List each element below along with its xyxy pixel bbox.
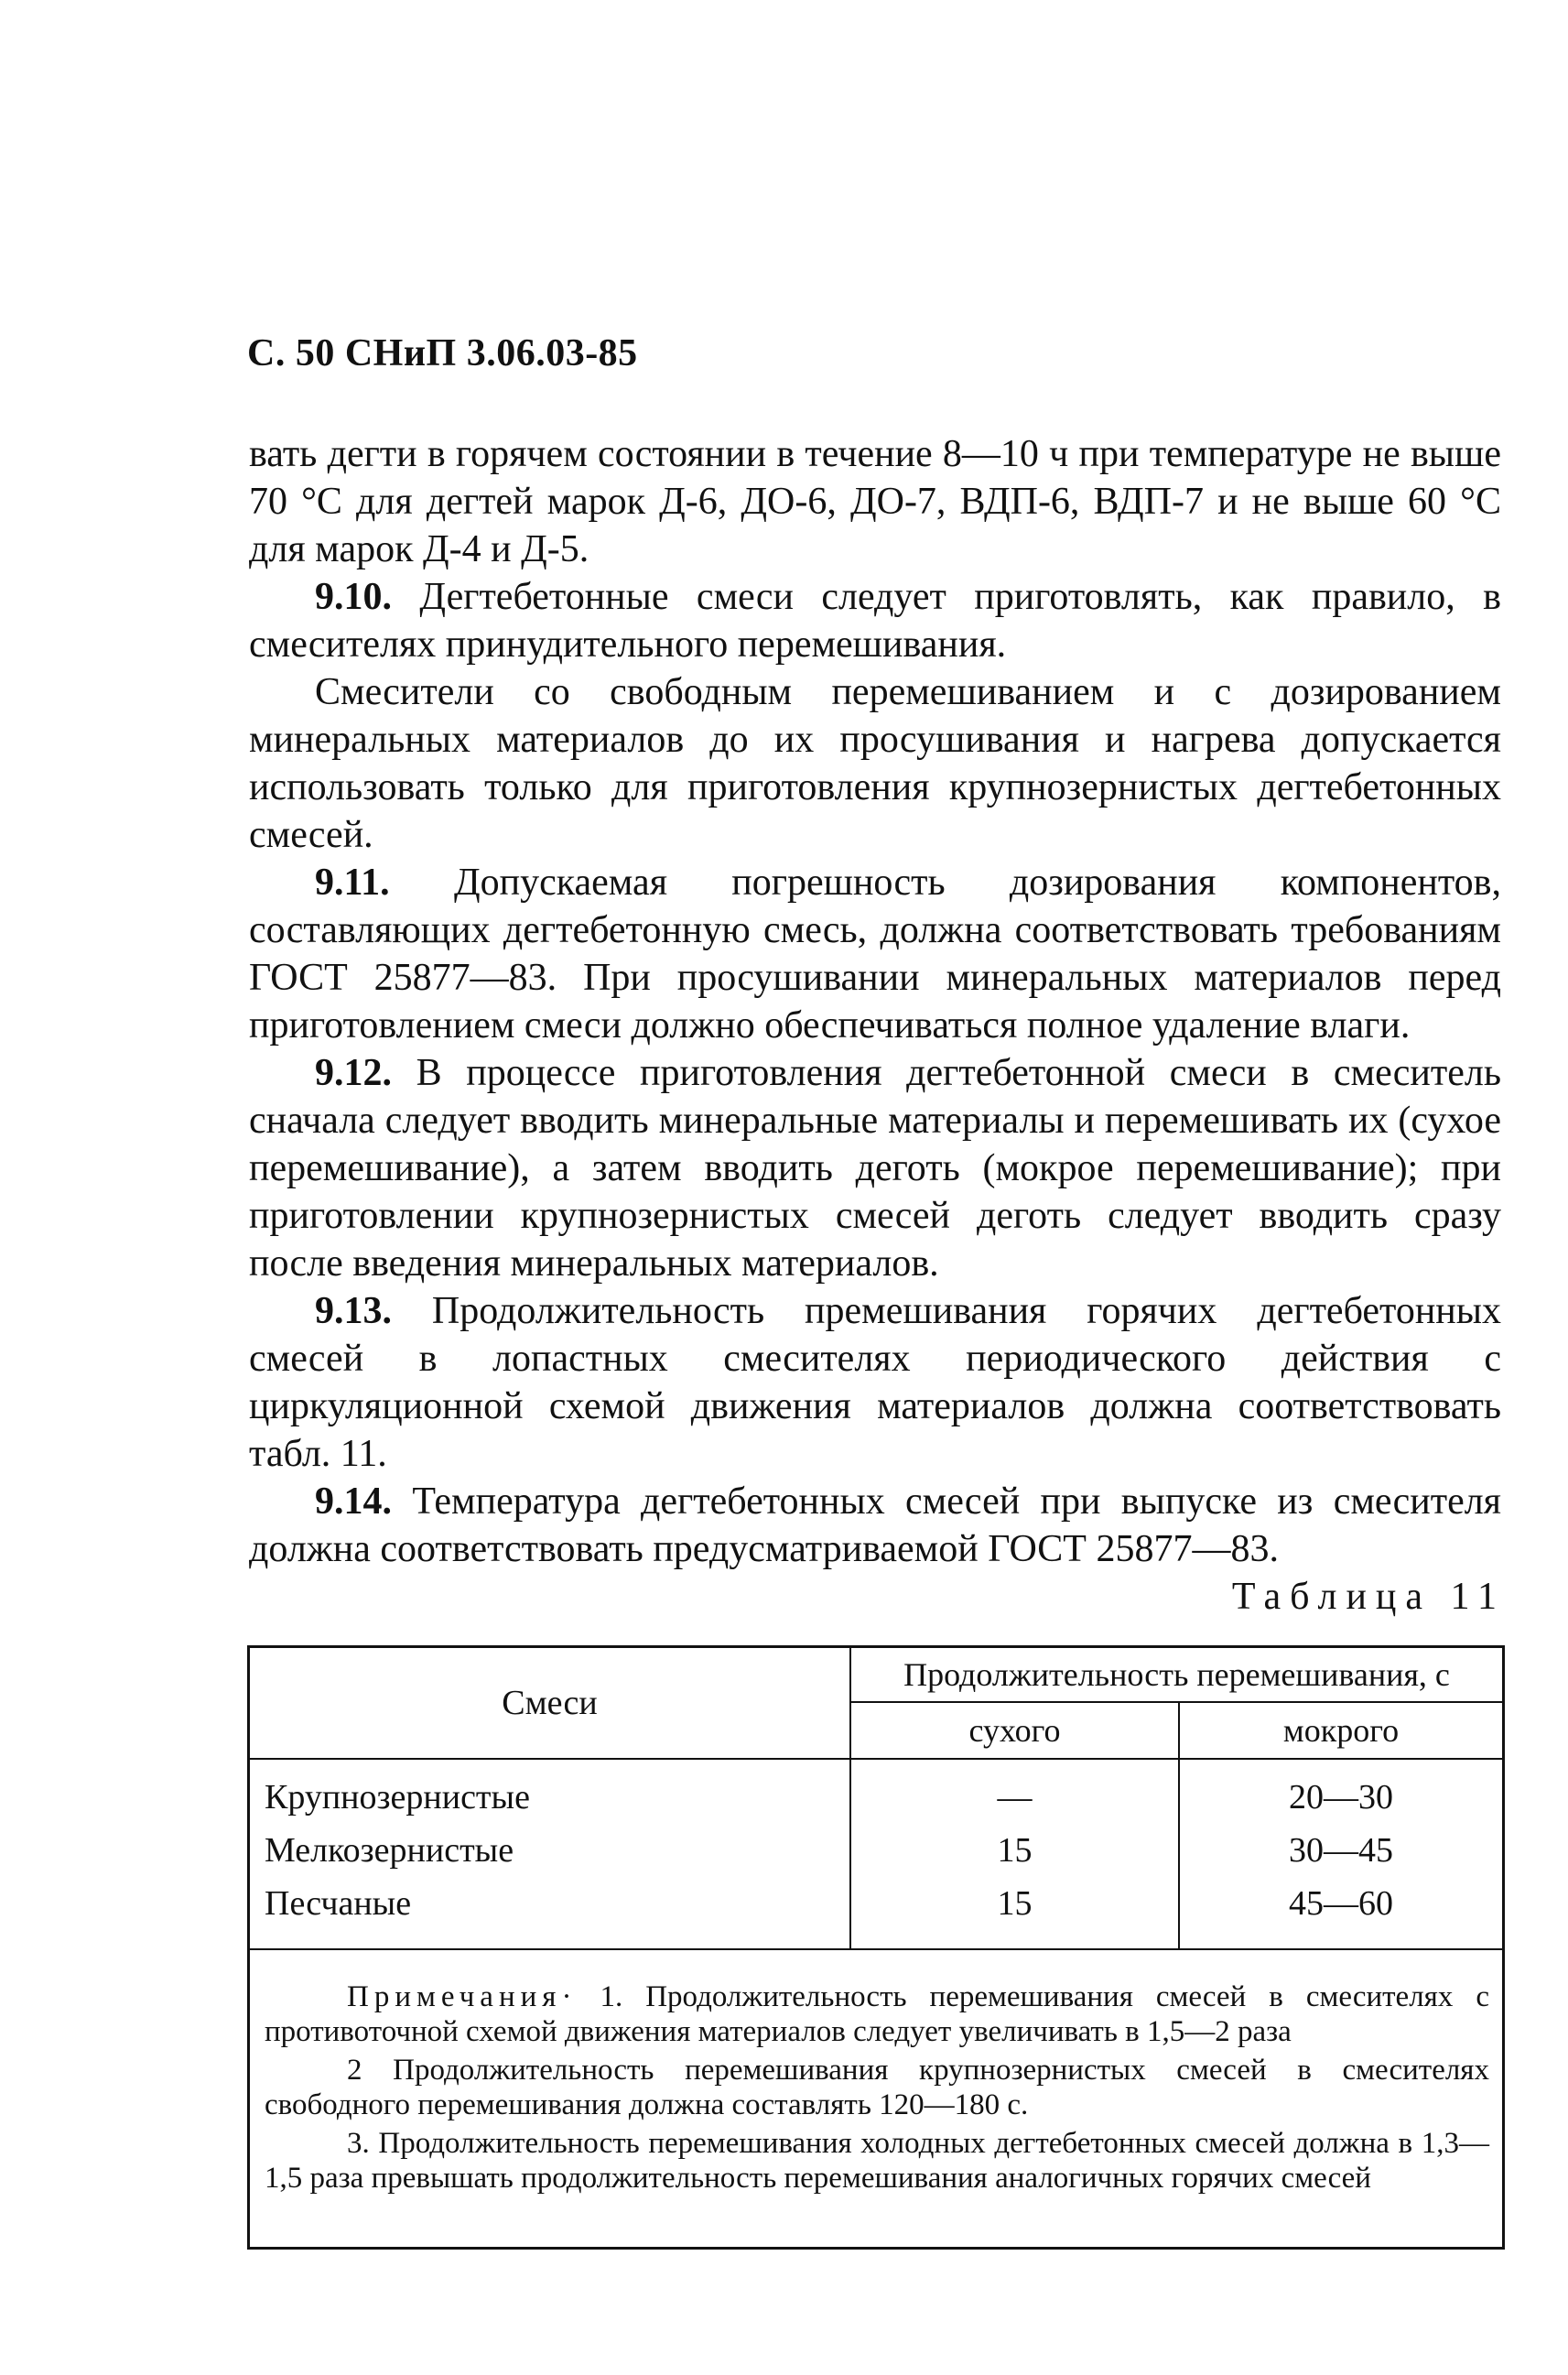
paragraph-text: Температура дегтебетонных смесей при выпуске из смесителя должна соответствовать предусматриваемой ГОСТ 25877—83. (249, 1480, 1501, 1570)
clause-number: 9.12. (315, 1052, 392, 1094)
paragraph-text: Допускаемая погрешность дозирования компонентов, составляющих дегтебетонную смесь, должна соответствовать требованиям ГОСТ 25877—83. При просушивании минеральных материалов перед приготовлением смеси должно обеспечиваться полное удаление влаги. (249, 862, 1501, 1047)
table-row (250, 1824, 1502, 1877)
page-header: С. 50 СНиП 3.06.03-85 (247, 332, 638, 374)
column-header-dry: сухого (850, 1702, 1179, 1759)
dry-cell: 15 (850, 1877, 1179, 1949)
column-header-mix: Смеси (250, 1648, 850, 1759)
paragraph (249, 1287, 1501, 1478)
mix-name-cell: Песчаные (250, 1877, 850, 1949)
paragraph (249, 859, 1501, 1049)
mixing-duration-table (247, 1645, 1505, 2250)
dry-cell: 15 (850, 1824, 1179, 1877)
paragraph (249, 1478, 1501, 1573)
paragraph (249, 573, 1501, 668)
table-row (250, 1759, 1502, 1824)
note-item (265, 2053, 1489, 2122)
clause-number: 9.13. (315, 1290, 392, 1332)
paragraph-text: Смесители со свободным перемешиванием и с дозированием минеральных материалов до их просушивания и нагрева допускается использовать только для приготовления крупнозернистых дегтебетонных смесей. (249, 671, 1501, 856)
clause-number: 9.10. (315, 576, 392, 618)
table-header-row (250, 1648, 1502, 1702)
table-row (250, 1877, 1502, 1949)
clause-number: 9.14. (315, 1480, 392, 1523)
note-item (265, 1979, 1489, 2049)
note-text: 2 Продолжительность перемешивания крупнозернистых смесей в смесителях свободного перемешивания должна составлять 120—180 с. (265, 2054, 1489, 2121)
table-grid (250, 1648, 1502, 1950)
column-header-duration: Продолжительность перемешивания, с (850, 1648, 1502, 1702)
paragraph-text: Дегтебетонные смеси следует приготовлять, как правило, в смесителях принудительного перемешивания. (249, 576, 1501, 666)
paragraph-text: В процессе приготовления дегтебетонной смеси в смеситель сначала следует вводить минеральные материалы и перемешивать их (сухое перемешивание), а затем вводить деготь (мокрое перемешивание); при приготовлении крупнозернистых смесей деготь следует вводить сразу после введения минеральных материалов. (249, 1052, 1501, 1285)
paragraph (249, 430, 1501, 573)
note-text: 3. Продолжительность перемешивания холодных дегтебетонных смесей должна в 1,3—1,5 раза превышать продолжительность перемешивания аналогичных горячих смесей (265, 2127, 1489, 2195)
wet-cell: 20—30 (1289, 1778, 1393, 1816)
body-text (249, 430, 1501, 1573)
dry-cell: — (850, 1759, 1179, 1824)
paragraph (249, 1049, 1501, 1287)
paragraph (249, 668, 1501, 859)
table-caption: Таблица 11 (1231, 1576, 1506, 1618)
mix-name-cell: Мелкозернистые (250, 1824, 850, 1877)
note-text: 1. Продолжительность перемешивания смесей в смесителях с противоточной схемой движения материалов следует увеличивать в 1,5—2 раза (265, 1980, 1489, 2048)
notes-label: Примечания· (347, 1980, 578, 2013)
mix-name-cell: Крупнозернистые (250, 1759, 850, 1824)
paragraph-text: Продолжительность премешивания горячих дегтебетонных смесей в лопастных смесителях периодического действия с циркуляционной схемой движения материалов должна соответствовать табл. 11. (249, 1290, 1501, 1475)
column-header-wet: мокрого (1179, 1702, 1502, 1759)
note-item (265, 2126, 1489, 2196)
paragraph-text: вать дегти в горячем состоянии в течение 8—10 ч при температуре не выше 70 °С для дегтей марок Д-6, ДО-6, ДО-7, ВДП-6, ВДП-7 и не выше 60 °С для марок Д-4 и Д-5. (249, 433, 1501, 570)
wet-cell: 45—60 (1179, 1877, 1502, 1949)
clause-number: 9.11. (315, 862, 390, 904)
wet-cell: 30—45 (1289, 1831, 1393, 1870)
table-notes (250, 1950, 1502, 2196)
